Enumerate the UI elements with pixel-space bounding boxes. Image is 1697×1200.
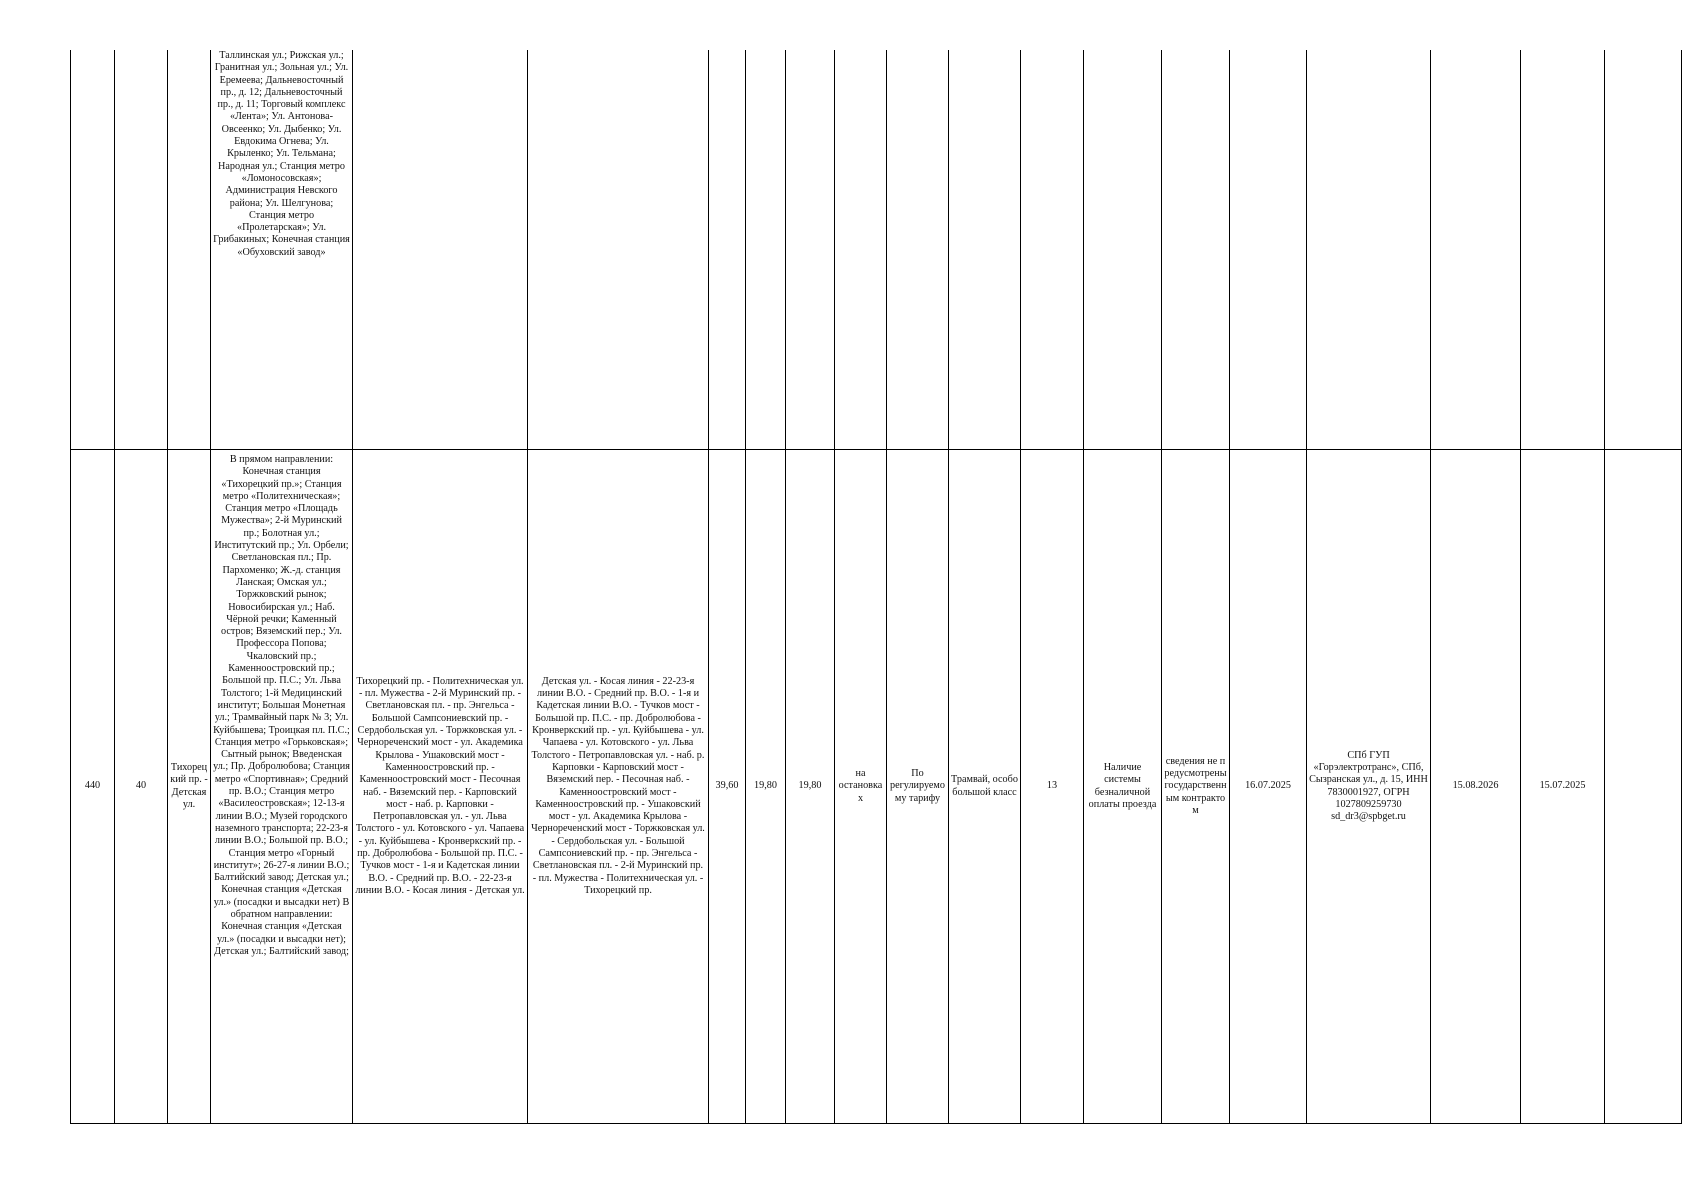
cell-vehicle bbox=[949, 50, 1021, 450]
cell-reg-number: 440 bbox=[71, 450, 115, 1124]
cell-length-backward: 19,80 bbox=[746, 450, 786, 1124]
cell-carrier bbox=[1307, 50, 1431, 450]
cell-stops: В прямом направлении: Конечная станция «Тихорецкий пр.»; Станция метро «Политехническая»; Станция метро «Площадь Мужества»; 2-й Муринский пр.; Болотная ул.; Институтский пр.; Ул. Орбели; Светлановская пл.; Пр. Пархоменко; Ж.-д. станция Ланская; Омская ул.; Торжковский рынок; Новосибирская ул.; Наб. Чёрной речки; Каменный остров; Вяземский пер.; Ул. Профессора Попова; Чкаловский пр.; Каменноостровский пр.; Большой пр. П.С.; Ул. Льва Толстого; 1-й Медицинский институт; Большая Монетная ул.; Трамвайный парк № 3; Ул. Куйбышева; Троицкая пл. П.С.; Станция метро «Горьковская»; Сытный рынок; Введенская ул.; Пр. Добролюбова; Станция метро «Спортивная»; Средний пр. В.О.; Станция метро «Василеостровская»; 12-13-я линии В.О.; Музей городского наземного транспорта; 22-23-я линии В.О.; Большой пр. В.О.; Станция метро «Горный институт»; 26-27-я линии В.О.; Балтийский завод; Детская ул.; Конечная станция «Детская ул.» (посадки и высадки нет) В обратном направлении: Конечная станция «Детская ул.» (посадки и высадки нет); Детская ул.; Балтийский завод; bbox=[211, 450, 353, 1124]
route-registry-table bbox=[70, 50, 1682, 1124]
cell-end-date: 15.08.2026 bbox=[1431, 450, 1521, 1124]
cell-note bbox=[1605, 450, 1682, 1124]
cell-vehicle-count: 13 bbox=[1021, 450, 1084, 1124]
cell-vehicle-count bbox=[1021, 50, 1084, 450]
cell-contract bbox=[1162, 50, 1230, 450]
cell-stop-mode bbox=[835, 50, 887, 450]
table-row bbox=[71, 450, 1682, 1124]
cell-decision-date: 15.07.2025 bbox=[1521, 450, 1605, 1124]
table-row bbox=[71, 50, 1682, 450]
cell-streets-forward bbox=[353, 50, 528, 450]
cell-contract: сведения не предусмотрены государственным контрактом bbox=[1162, 450, 1230, 1124]
cell-length-forward bbox=[709, 50, 746, 450]
cell-note bbox=[1605, 50, 1682, 450]
cell-streets-backward bbox=[528, 50, 709, 450]
cell-length-third: 19,80 bbox=[786, 450, 835, 1124]
cell-length-third bbox=[786, 50, 835, 450]
cell-stop-mode: на остановках bbox=[835, 450, 887, 1124]
cell-tariff bbox=[887, 50, 949, 450]
cell-payment: Наличие системы безналичной оплаты проезда bbox=[1084, 450, 1162, 1124]
cell-length-forward: 39,60 bbox=[709, 450, 746, 1124]
cell-route-number: 40 bbox=[115, 450, 168, 1124]
cell-vehicle: Трамвай, особо большой класс bbox=[949, 450, 1021, 1124]
cell-carrier: СПб ГУП «Горэлектротранс», СПб, Сызранская ул., д. 15, ИНН 7830001927, ОГРН 1027809259730 sd_dr3@spbget.ru bbox=[1307, 450, 1431, 1124]
cell-length-backward bbox=[746, 50, 786, 450]
cell-streets-backward: Детская ул. - Косая линия - 22-23-я линии В.О. - Средний пр. В.О. - 1-я и Кадетская линии В.О. - Тучков мост - Большой пр. П.С. - пр. Добролюбова - Кронверкский пр. - ул. Куйбышева - ул. Чапаева - ул. Котовского - ул. Льва Толстого - Петропавловская ул. - наб. р. Карповки - Карповский мост - Вяземский пер. - Песочная наб. - Каменноостровский мост - Каменноостровский пр. - Ушаковский мост - ул. Академика Крылова - Чернореченский мост - Торжковская ул. - Сердобольская ул. - Большой Сампсониевский пр. - пр. Энгельса - Светлановская пл. - 2-й Муринский пр. - пл. Мужества - Политехническая ул. - Тихорецкий пр. bbox=[528, 450, 709, 1124]
cell-stops-continued: Таллинская ул.; Рижская ул.; Гранитная ул.; Зольная ул.; Ул. Еремеева; Дальневосточный пр., д. 12; Дальневосточный пр., д. 11; Торговый комплекс «Лента»; Ул. Антонова-Овсеенко; Ул. Дыбенко; Ул. Евдокима Огнева; Ул. Крыленко; Ул. Тельмана; Народная ул.; Станция метро «Ломоносовская»; Администрация Невского района; Ул. Шелгунова; Станция метро «Пролетарская»; Ул. Грибакиных; Конечная станция «Обуховский завод» bbox=[211, 50, 353, 450]
cell-route-number bbox=[115, 50, 168, 450]
cell-tariff: По регулируемому тарифу bbox=[887, 450, 949, 1124]
cell-payment bbox=[1084, 50, 1162, 450]
cell-reg-number bbox=[71, 50, 115, 450]
cell-streets-forward: Тихорецкий пр. - Политехническая ул. - пл. Мужества - 2-й Муринский пр. - Светлановская пл. - пр. Энгельса - Большой Сампсониевский пр. - Сердобольская ул. - Торжковская ул. - Чернореченский мост - ул. Академика Крылова - Ушаковский мост - Каменноостровский пр. - Каменноостровский мост - Песочная наб. - Вяземский пер. - Карповский мост - наб. р. Карповки - Петропавловская ул. - ул. Льва Толстого - ул. Котовского - ул. Чапаева - ул. Куйбышева - Кронверкский пр. - пр. Добролюбова - Большой пр. П.С. - Тучков мост - 1-я и Кадетская линии В.О. - Средний пр. В.О. - 22-23-я линии В.О. - Косая линия - Детская ул. bbox=[353, 450, 528, 1124]
cell-start-date bbox=[1230, 50, 1307, 450]
cell-start-date: 16.07.2025 bbox=[1230, 450, 1307, 1124]
cell-end-date bbox=[1431, 50, 1521, 450]
cell-route-name: Тихорецкий пр. - Детская ул. bbox=[168, 450, 211, 1124]
cell-route-name bbox=[168, 50, 211, 450]
cell-decision-date bbox=[1521, 50, 1605, 450]
